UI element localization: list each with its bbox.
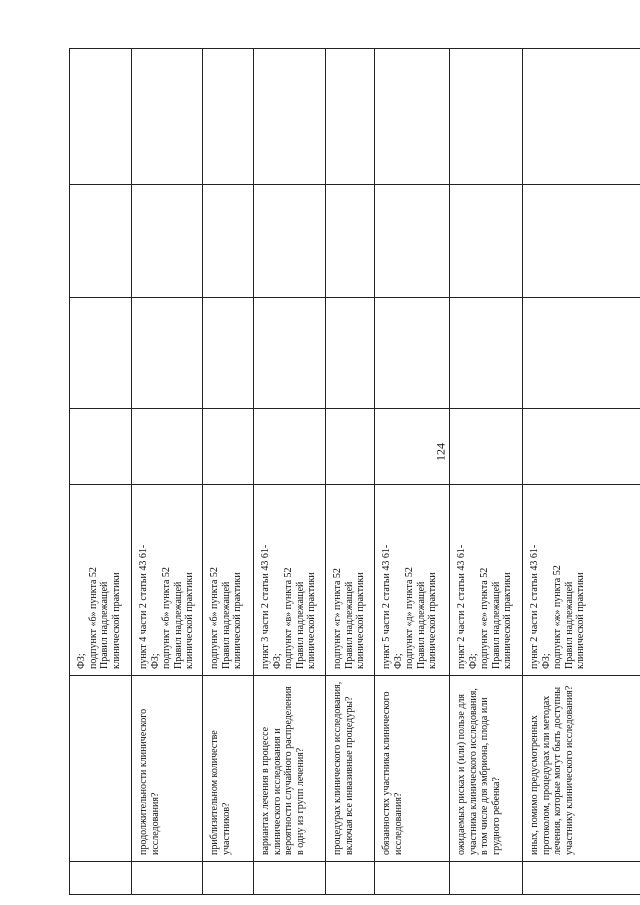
empty-cell — [326, 49, 375, 185]
table-row — [450, 49, 523, 895]
reference-line: пункт 4 части 2 статьи 43 61- — [138, 544, 149, 669]
empty-cell — [254, 185, 326, 298]
checklist-table — [69, 48, 640, 895]
empty-cell — [254, 409, 326, 485]
question-line: участника клинического исследования, — [467, 688, 479, 855]
question-cell — [375, 676, 450, 862]
question-line: в одну из групп лечения? — [294, 747, 306, 855]
reference-line: клинической практики — [427, 572, 438, 669]
reference-line: пункт 3 части 2 статьи 43 61- — [260, 544, 271, 669]
row-number-cell — [450, 862, 523, 895]
question-cell — [254, 676, 326, 862]
reference-line: ФЗ; — [271, 653, 283, 669]
reference-line: Правил надлежащей — [415, 581, 427, 669]
reference-line: клинической практики — [306, 572, 317, 669]
question-line: участников? — [220, 802, 232, 855]
reference-line: пункт 2 части 2 статьи 43 61- — [456, 544, 467, 669]
question-line: иных, помимо предусмотренных — [529, 715, 540, 855]
question-line: грудного ребенка? — [490, 777, 502, 855]
reference-cell — [326, 485, 375, 676]
row-number-cell — [375, 862, 450, 895]
table-row — [375, 49, 450, 895]
empty-cell — [375, 298, 450, 409]
empty-cell — [70, 49, 132, 185]
question-line: протоколом, процедурах или методах — [540, 695, 552, 855]
empty-cell — [450, 185, 523, 298]
empty-cell — [70, 409, 132, 485]
question-line: приблизительном количестве — [209, 730, 220, 855]
table-row — [203, 49, 254, 895]
reference-line: подпункт «г» пункта 52 — [332, 568, 343, 669]
empty-cell — [326, 185, 375, 298]
empty-cell — [326, 409, 375, 485]
empty-cell — [450, 298, 523, 409]
table-row — [326, 49, 375, 895]
question-line: процедурах клинического исследования, — [332, 681, 343, 855]
reference-line: подпункт «ж» пункта 52 — [552, 565, 563, 669]
empty-cell — [450, 49, 523, 185]
empty-cell — [132, 49, 203, 185]
reference-line: Правил надлежащей — [490, 581, 502, 669]
reference-line: клинической практики — [355, 572, 366, 669]
reference-line: пункт 2 части 2 статьи 43 61- — [529, 544, 540, 669]
empty-cell — [203, 409, 254, 485]
reference-line: подпункт «д» пункта 52 — [404, 567, 415, 669]
reference-cell — [523, 485, 640, 676]
empty-cell — [450, 409, 523, 485]
row-number-cell — [132, 862, 203, 895]
table-row — [70, 49, 132, 895]
empty-cell — [203, 298, 254, 409]
reference-line: подпункт «е» пункта 52 — [479, 567, 490, 669]
page-number: 124 — [433, 443, 448, 461]
question-cell — [326, 676, 375, 862]
table-row — [523, 49, 640, 895]
reference-cell — [70, 485, 132, 676]
empty-cell — [523, 298, 640, 409]
reference-cell — [132, 485, 203, 676]
reference-cell — [375, 485, 450, 676]
reference-line: подпункт «б» пункта 52 — [209, 567, 220, 669]
empty-cell — [375, 185, 450, 298]
reference-line: клинической практики — [110, 572, 122, 669]
reference-line: подпункт «б» пункта 52 — [87, 567, 99, 669]
row-number-cell — [203, 862, 254, 895]
empty-cell — [326, 298, 375, 409]
row-number-cell — [326, 862, 375, 895]
table-row — [254, 49, 326, 895]
empty-cell — [375, 409, 450, 485]
reference-line: Правил надлежащей — [294, 581, 306, 669]
reference-line: клинической практики — [184, 572, 195, 669]
reference-line: подпункт «в» пункта 52 — [283, 567, 294, 669]
row-number-cell — [70, 862, 132, 895]
rotated-table-wrapper — [69, 49, 586, 895]
reference-line: Правил надлежащей — [563, 581, 575, 669]
question-line: клинического исследования и — [271, 728, 283, 855]
empty-cell — [203, 185, 254, 298]
reference-line: клинической практики — [575, 572, 586, 669]
table-row — [132, 49, 203, 895]
question-line: обязанностях участника клинического — [381, 691, 392, 855]
empty-cell — [523, 49, 640, 185]
question-cell — [132, 676, 203, 862]
empty-cell — [132, 409, 203, 485]
row-number-cell — [254, 862, 326, 895]
reference-line: Правил надлежащей — [220, 581, 232, 669]
reference-line: ФЗ; — [392, 653, 404, 669]
reference-line: Правил надлежащей — [99, 581, 110, 669]
question-line: вариантах лечения в процессе — [260, 726, 271, 855]
empty-cell — [132, 185, 203, 298]
reference-line: подпункт «б» пункта 52 — [161, 567, 172, 669]
question-line: вероятности случайного распределения — [283, 686, 294, 855]
reference-line: ФЗ; — [540, 653, 552, 669]
empty-cell — [203, 49, 254, 185]
question-line: лечения, которые могут быть доступны — [552, 686, 563, 855]
question-line: исследования? — [392, 792, 404, 855]
question-line: в том числе для эмбриона, плода или — [479, 697, 490, 855]
reference-line: ФЗ; — [467, 653, 479, 669]
reference-cell — [450, 485, 523, 676]
empty-cell — [375, 49, 450, 185]
question-line: исследования? — [149, 792, 161, 855]
empty-cell — [132, 298, 203, 409]
reference-line: пункт 5 части 2 статьи 43 61- — [381, 544, 392, 669]
question-line: участнику клинического исследования? — [563, 685, 575, 855]
empty-cell — [523, 409, 640, 485]
question-cell — [203, 676, 254, 862]
reference-line: ФЗ; — [149, 653, 161, 669]
question-cell — [450, 676, 523, 862]
question-line: включая все инвазивные процедуры? — [343, 696, 355, 855]
reference-line: Правил надлежащей — [172, 581, 184, 669]
empty-cell — [523, 185, 640, 298]
question-line: продолжительности клинического — [138, 708, 149, 855]
empty-cell — [254, 298, 326, 409]
question-line: ожидаемых рисках и (или) пользе для — [456, 693, 467, 855]
reference-cell — [254, 485, 326, 676]
question-cell — [70, 676, 132, 862]
question-cell — [523, 676, 640, 862]
empty-cell — [70, 298, 132, 409]
reference-cell — [203, 485, 254, 676]
empty-cell — [70, 185, 132, 298]
reference-line: клинической практики — [232, 572, 243, 669]
empty-cell — [254, 49, 326, 185]
reference-line: клинической практики — [502, 572, 513, 669]
row-number-cell — [523, 862, 640, 895]
reference-line: Правил надлежащей — [343, 581, 355, 669]
reference-line: ФЗ; — [76, 653, 87, 669]
